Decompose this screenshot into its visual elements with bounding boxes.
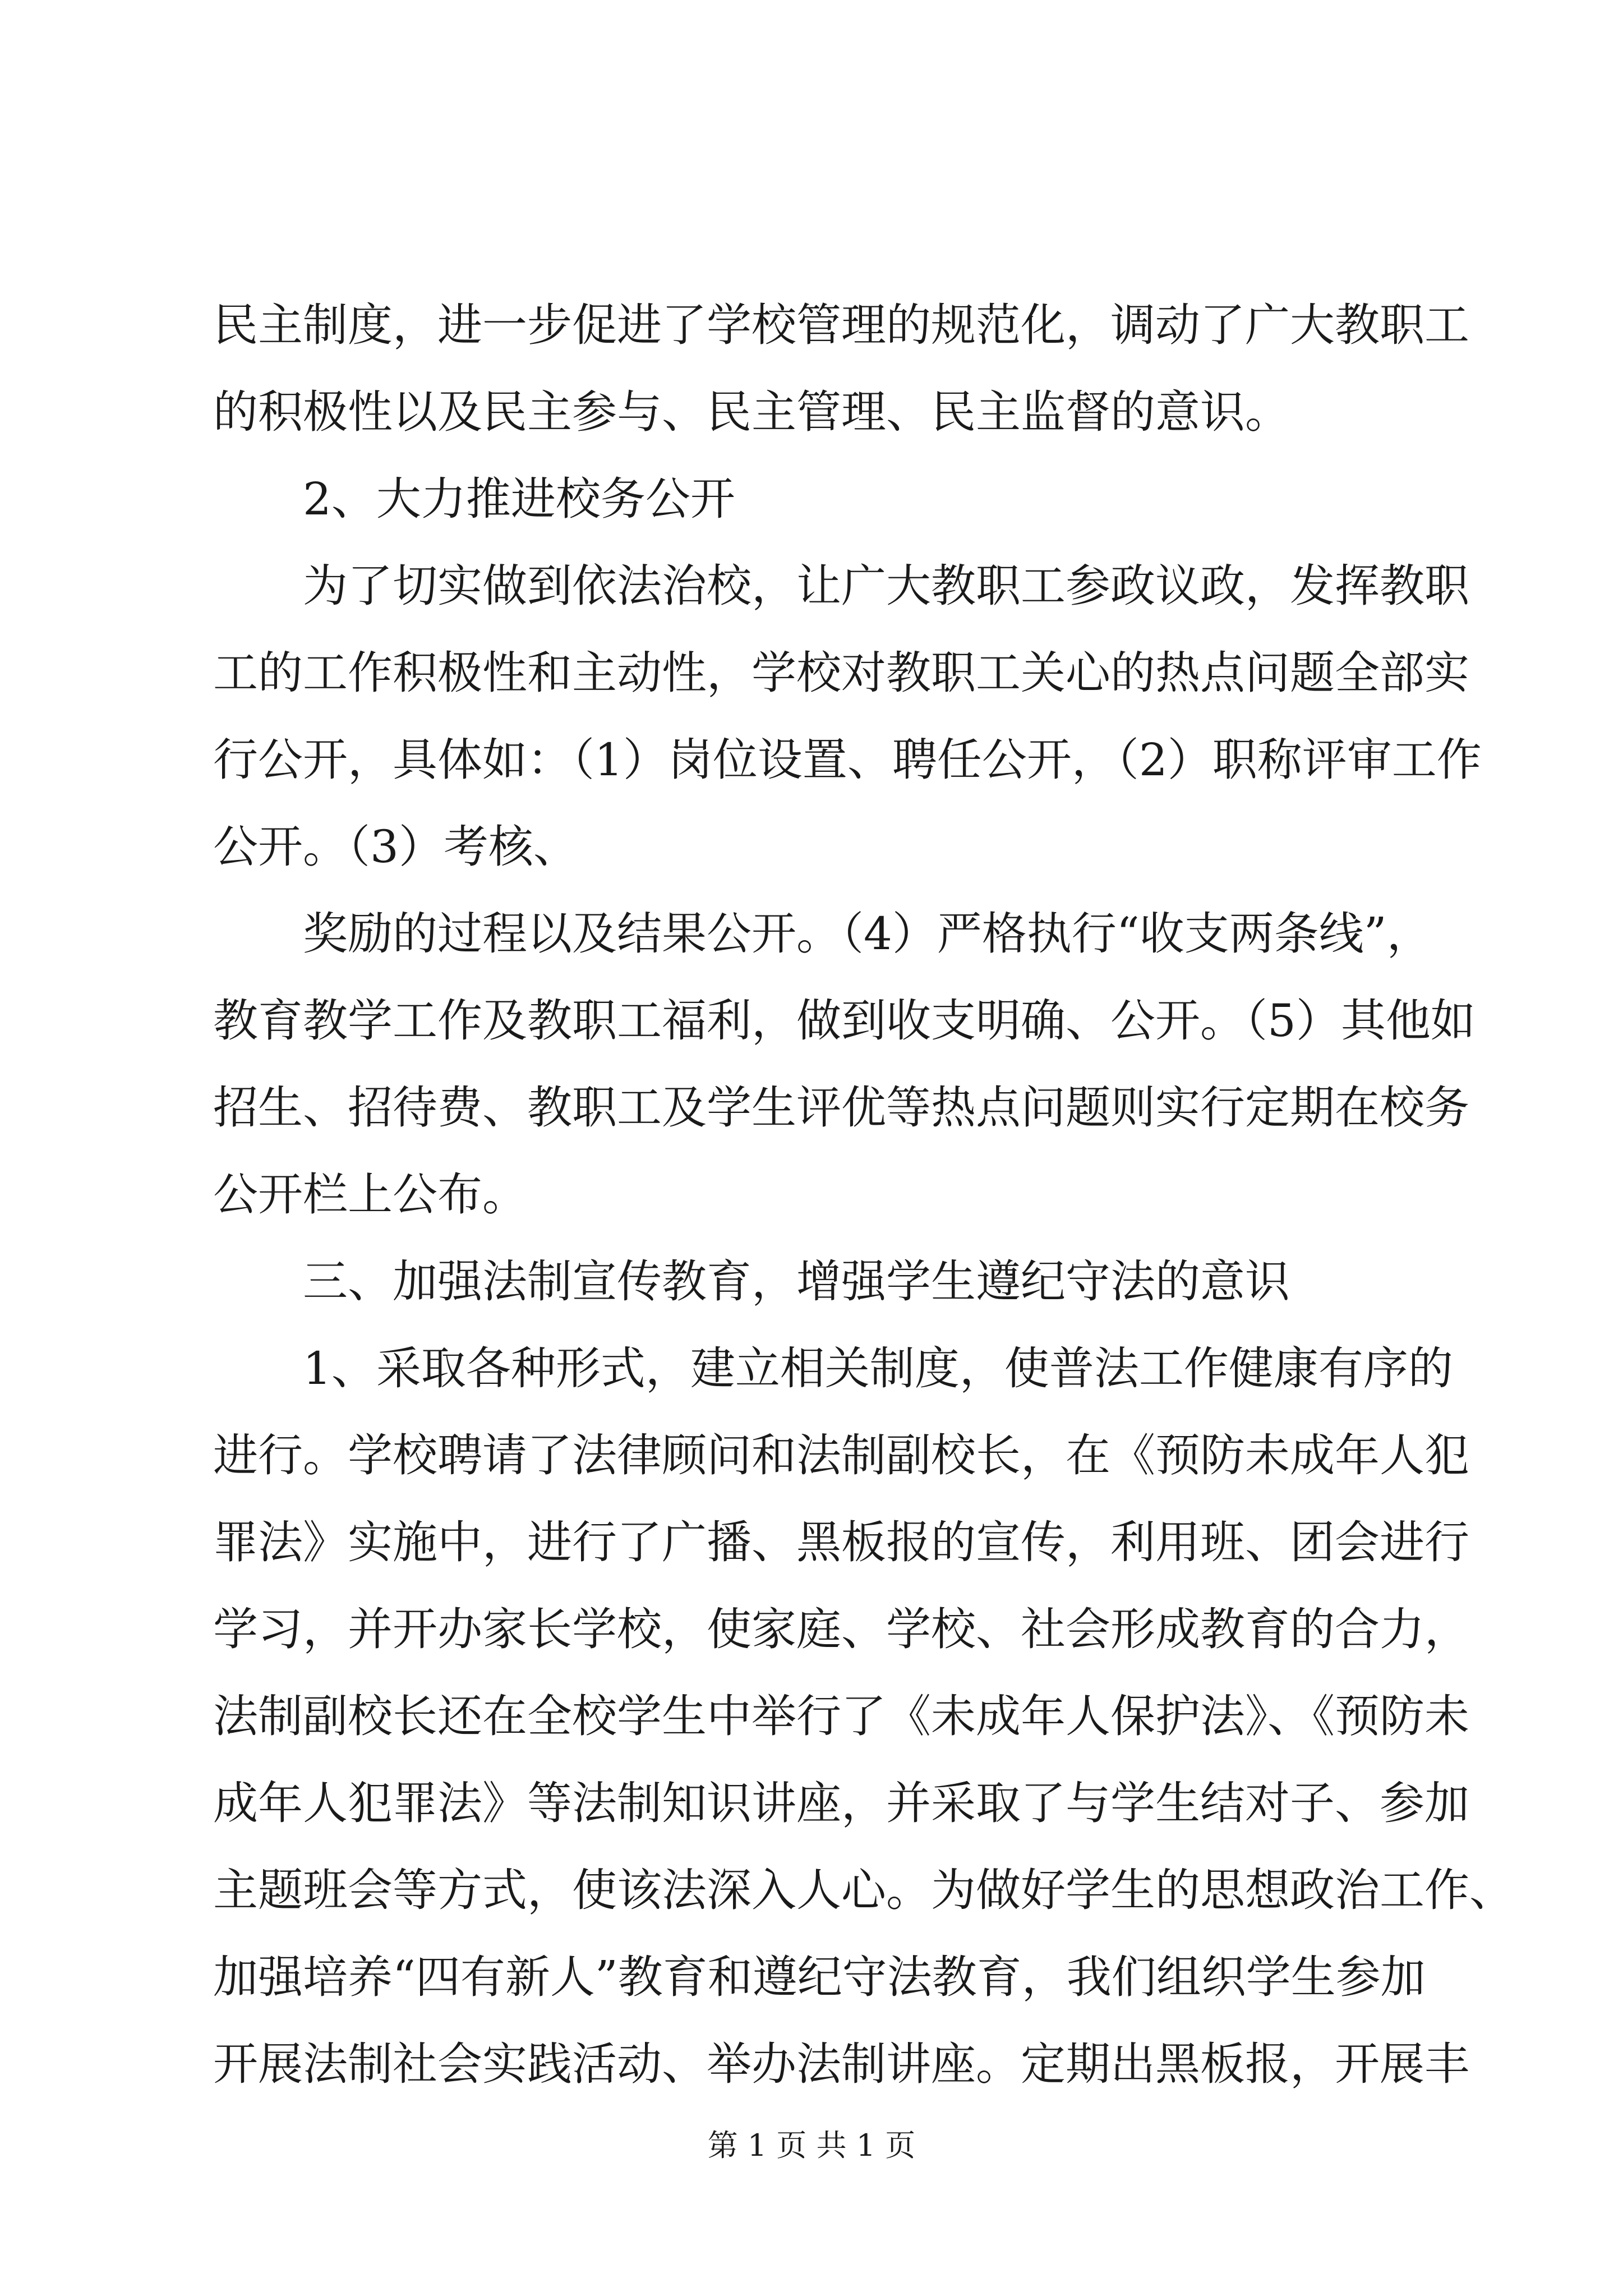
body-line-16: 学习，并开办家长学校，使家庭、学校、社会形成教育的合力， (213, 1603, 1469, 1655)
body-line-2: 的积极性以及民主参与、民主管理、民主监督的意识。 (213, 386, 1290, 438)
body-line-10: 招生、招待费、教职工及学生评优等热点问题则实行定期在校务 (213, 1082, 1469, 1134)
page-footer: 第 1 页 共 1 页 (707, 2128, 916, 2163)
section-heading-3: 三、加强法制宣传教育，增强学生遵纪守法的意识 (303, 1255, 1290, 1308)
body-line-6: 行公开，具体如：（1）岗位设置、聘任公开，（2）职称评审工作 (213, 734, 1482, 786)
body-line-8: 奖励的过程以及结果公开。（4）严格执行“收支两条线”， (303, 908, 1432, 960)
body-line-18: 成年人犯罪法》等法制知识讲座，并采取了与学生结对子、参加 (213, 1777, 1469, 1829)
body-line-1: 民主制度，进一步促进了学校管理的规范化，调动了广大教职工 (213, 299, 1469, 351)
body-line-15: 罪法》实施中，进行了广播、黑板报的宣传，利用班、团会进行 (213, 1516, 1469, 1568)
body-line-20: 加强培养“四有新人”教育和遵纪守法教育，我们组织学生参加 (213, 1951, 1426, 2003)
body-line-21: 开展法制社会实践活动、举办法制讲座。定期出黑板报，开展丰 (213, 2038, 1469, 2090)
body-line-13: 1、采取各种形式，建立相关制度，使普法工作健康有序的 (303, 1342, 1453, 1395)
body-line-7: 公开。（3）考核、 (213, 821, 578, 873)
body-line-17: 法制副校长还在全校学生中举行了《未成年人保护法》、《预防未 (213, 1690, 1469, 1742)
body-line-5: 工的工作积极性和主动性，学校对教职工关心的热点问题全部实 (213, 647, 1469, 699)
section-heading-2: 2、大力推进校务公开 (303, 473, 735, 525)
body-line-19: 主题班会等方式，使该法深入人心。为做好学生的思想政治工作、 (213, 1864, 1514, 1916)
body-line-4: 为了切实做到依法治校，让广大教职工参政议政，发挥教职 (303, 560, 1469, 612)
body-line-9: 教育教学工作及教职工福利，做到收支明确、公开。（5）其他如 (213, 995, 1476, 1047)
body-line-11: 公开栏上公布。 (213, 1168, 527, 1221)
body-line-14: 进行。学校聘请了法律顾问和法制副校长，在《预防未成年人犯 (213, 1429, 1469, 1481)
